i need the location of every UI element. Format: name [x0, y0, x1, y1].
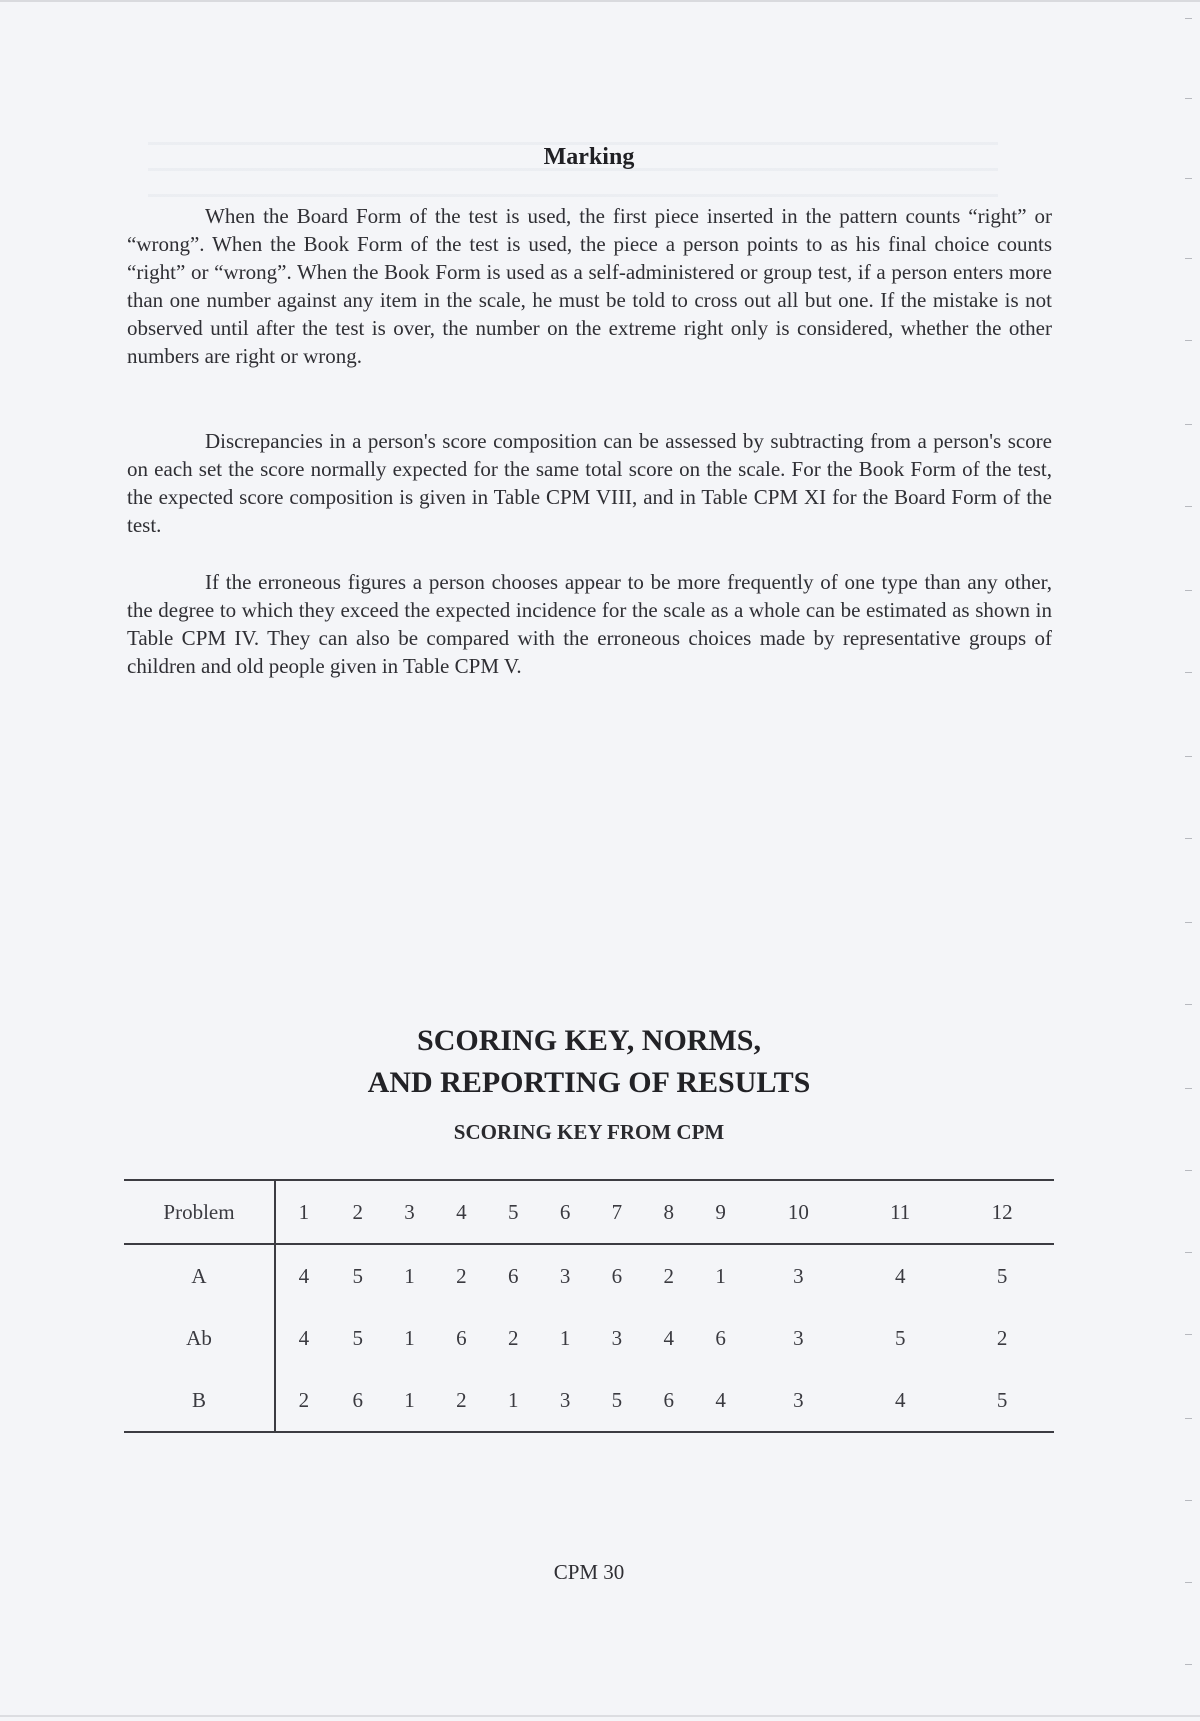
table-cell: 1: [559, 1325, 571, 1350]
table-cell: 3: [793, 1325, 804, 1350]
table-row: [124, 1244, 1054, 1307]
edge-tick: [1185, 424, 1192, 425]
table-cell: 3: [611, 1325, 623, 1350]
table-cell: 3: [559, 1263, 571, 1288]
table-cell: 4: [715, 1387, 726, 1412]
table-cell: 2: [456, 1263, 467, 1288]
table-row: [124, 1369, 1054, 1432]
column-header: 5: [507, 1199, 519, 1224]
table-cell: 4: [298, 1263, 310, 1288]
table-cell: 5: [894, 1325, 906, 1350]
edge-tick: [1185, 672, 1192, 673]
table-cell: 3: [793, 1263, 804, 1288]
column-header: 12: [991, 1199, 1013, 1224]
table-cell: 3: [793, 1387, 804, 1412]
row-label: B: [124, 1369, 275, 1432]
table-cell: 1: [715, 1263, 726, 1288]
edge-tick: [1185, 258, 1192, 259]
table-cell: 6: [507, 1263, 519, 1288]
table-cell: 2: [663, 1263, 675, 1288]
table-row: [124, 1307, 1054, 1369]
column-header: 7: [611, 1199, 623, 1224]
table-cell: 4: [894, 1387, 906, 1412]
table-cell: 6: [456, 1325, 467, 1350]
table-cell: 6: [715, 1325, 726, 1350]
scoring-key-table: [124, 1179, 1054, 1433]
table-cell: 6: [352, 1387, 363, 1412]
edge-tick: [1185, 1334, 1192, 1335]
page-number: CPM 30: [553, 1560, 625, 1584]
edge-tick: [1185, 1664, 1192, 1665]
scoring-key-subtitle: SCORING KEY FROM CPM: [453, 1120, 725, 1144]
bottom-edge-rule: [0, 1715, 1200, 1717]
table-cell: 5: [996, 1263, 1008, 1288]
edge-tick: [1185, 1004, 1192, 1005]
section-title-line-1: SCORING KEY, NORMS,: [417, 1024, 761, 1057]
top-edge-rule: [0, 0, 1200, 2]
table-cell: 6: [663, 1387, 675, 1412]
edge-tick: [1185, 18, 1192, 19]
table-cell: 2: [298, 1387, 310, 1412]
table-cell: 2: [996, 1325, 1008, 1350]
edge-tick: [1185, 340, 1192, 341]
column-header: 8: [663, 1199, 675, 1224]
edge-tick: [1185, 838, 1192, 839]
column-header: 9: [715, 1199, 726, 1224]
edge-tick: [1185, 756, 1192, 757]
edge-tick: [1185, 1582, 1192, 1583]
right-edge-ticks: [1182, 0, 1192, 1721]
table-cell: 6: [611, 1263, 623, 1288]
column-header: 6: [559, 1199, 571, 1224]
table-cell: 5: [996, 1387, 1008, 1412]
column-header: 3: [404, 1199, 415, 1224]
column-header: 2: [352, 1199, 363, 1224]
table-cell: 2: [456, 1387, 467, 1412]
column-header: 10: [787, 1199, 809, 1224]
table-cell: 4: [894, 1263, 906, 1288]
table-cell: 5: [352, 1325, 363, 1350]
edge-tick: [1185, 506, 1192, 507]
edge-tick: [1185, 1418, 1192, 1419]
table-header-row: [124, 1180, 1054, 1244]
table-cell: 2: [507, 1325, 519, 1350]
edge-tick: [1185, 1088, 1192, 1089]
section-title-line-2: AND REPORTING OF RESULTS: [367, 1066, 811, 1099]
table-cell: 3: [559, 1387, 571, 1412]
table-cell: 1: [507, 1387, 519, 1412]
edge-tick: [1185, 1170, 1192, 1171]
column-header: 4: [456, 1199, 467, 1224]
column-header: 1: [298, 1199, 310, 1224]
marking-paragraph-2: Discrepancies in a person's score composition can be assessed by subtracting from a person's score on each set the score normally expected for the same total score on the scale. For the Book Form of the test, the expected score composition is given in Table CPM VIII, and in Table CPM XI for the Board Form of the test.: [127, 429, 1052, 537]
marking-paragraph-1: When the Board Form of the test is used, the first piece inserted in the pattern counts “right” or “wrong”. When the Book Form of the test is used, the piece a person points to as his final choice counts “right” or “wrong”. When the Book Form is used as a self-administered or group test, if a person enters more than one number against any item in the scale, he must be told to cross out all but one. If the mistake is not observed until after the test is over, the number on the extreme right only is considered, whether the other numbers are right or wrong.: [127, 204, 1052, 368]
table-cell: 1: [404, 1387, 415, 1412]
marking-paragraph-3: If the erroneous figures a person chooses appear to be more frequently of one type than any other, the degree to which they exceed the expected incidence for the scale as a whole can be estimated as shown in Table CPM IV. They can also be compared with the erroneous choices made by representative groups of children and old people given in Table CPM V.: [127, 570, 1052, 678]
table-cell: 4: [298, 1325, 310, 1350]
table-cell: 1: [404, 1325, 415, 1350]
table-cell: 1: [404, 1263, 415, 1288]
table-cell: 5: [352, 1263, 363, 1288]
row-label: Ab: [124, 1307, 275, 1369]
section-title: [0, 1020, 1178, 1104]
column-header: 11: [890, 1199, 911, 1224]
header-problem-label: Problem: [124, 1180, 275, 1244]
edge-tick: [1185, 590, 1192, 591]
edge-tick: [1185, 1500, 1192, 1501]
edge-tick: [1185, 178, 1192, 179]
table-cell: 4: [663, 1325, 675, 1350]
marking-heading: Marking: [543, 144, 635, 170]
row-label: A: [124, 1244, 275, 1307]
edge-tick: [1185, 1252, 1192, 1253]
edge-tick: [1185, 98, 1192, 99]
edge-tick: [1185, 922, 1192, 923]
table-cell: 5: [611, 1387, 623, 1412]
